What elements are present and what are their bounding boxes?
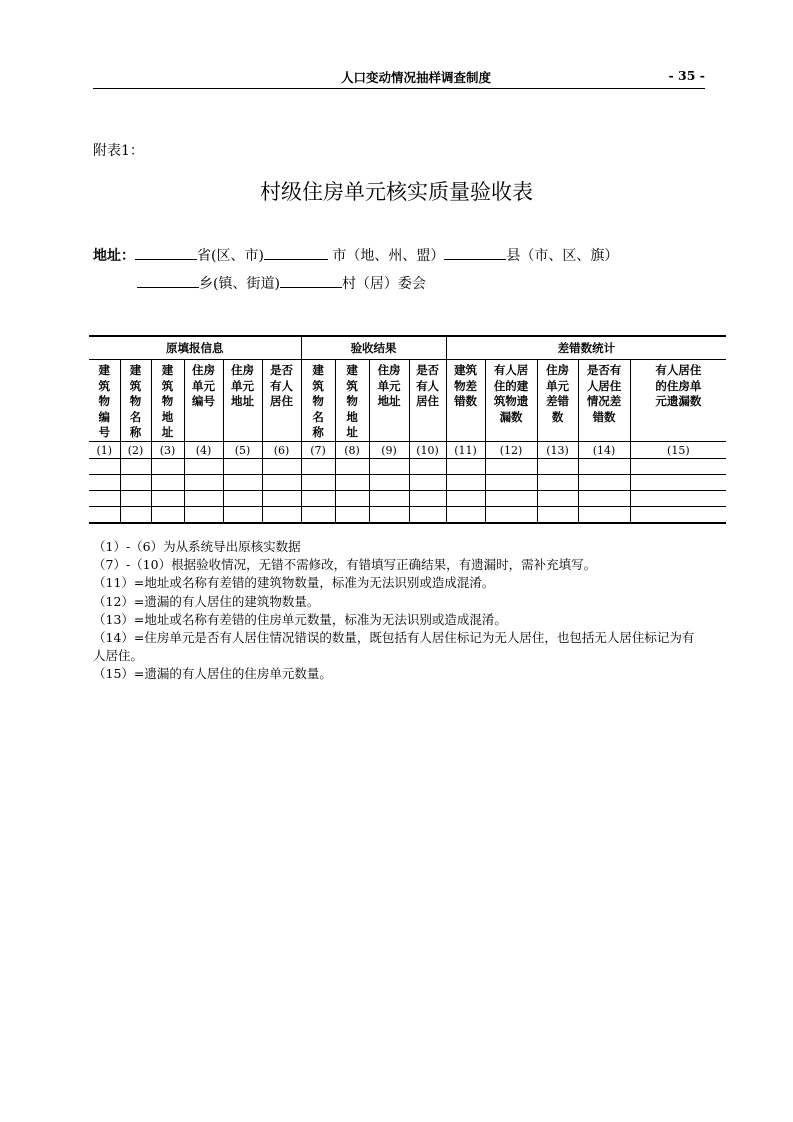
column-number: (7) — [301, 442, 335, 459]
page-number: - 35 - — [668, 68, 705, 83]
address-label: 地址： — [93, 248, 135, 264]
column-number: (10) — [409, 442, 446, 459]
column-header: 建筑 物差 错数 — [446, 360, 485, 442]
province-label: 省(区、市) — [197, 248, 264, 264]
county-blank — [444, 245, 506, 260]
column-number: (11) — [446, 442, 485, 459]
column-number: (12) — [485, 442, 537, 459]
column-header: 有人居 住的建 筑物遗 漏数 — [485, 360, 537, 442]
note-item: （7）-（10）根据验收情况，无错不需修改，有错填写正确结果，有遗漏时，需补充填写。 — [93, 557, 597, 573]
note-item: （13）=地址或名称有差错的住房单元数量，标准为无法识别或造成混淆。 — [93, 611, 507, 627]
column-header: 有人居住 的住房单 元遗漏数 — [630, 360, 726, 442]
village-label: 村（居）委会 — [341, 276, 426, 292]
table-row — [89, 459, 726, 475]
table-row — [89, 475, 726, 491]
annex-label: 附表1： — [93, 143, 144, 159]
column-header: 建 筑 物 地 址 — [335, 360, 369, 442]
table-row — [89, 507, 726, 524]
note-item: （1）-（6）为从系统导出原核实数据 — [93, 539, 301, 554]
header-divider — [93, 88, 705, 89]
group-acceptance-result: 验收结果 — [301, 336, 446, 360]
county-label: 县（市、区、旗） — [506, 248, 619, 264]
column-number: (5) — [223, 442, 262, 459]
column-header: 是否 有人 居住 — [409, 360, 446, 442]
document-title: 村级住房单元核实质量验收表 — [260, 180, 533, 204]
table-notes — [93, 538, 705, 684]
column-number: (6) — [262, 442, 301, 459]
column-number: (1) — [89, 442, 120, 459]
column-header: 住房 单元 差错 数 — [537, 360, 578, 442]
verification-table — [89, 335, 726, 524]
column-header: 建 筑 物 地 址 — [151, 360, 184, 442]
column-header: 建 筑 物 名 称 — [301, 360, 335, 442]
address-line-1 — [93, 245, 618, 265]
column-number: (3) — [151, 442, 184, 459]
township-label: 乡(镇、街道) — [199, 276, 280, 292]
column-number: (14) — [578, 442, 630, 459]
column-number: (15) — [630, 442, 726, 459]
village-blank — [280, 273, 342, 288]
column-header: 是否有 人居住 情况差 错数 — [578, 360, 630, 442]
province-blank — [135, 245, 197, 260]
note-item: （12）=遗漏的有人居住的建筑物数量。 — [93, 593, 320, 609]
city-label: 市（地、州、盟） — [327, 248, 445, 264]
note-item: （14）=住房单元是否有人居住情况错误的数量，既包括有人居住标记为无人居住，也包括无人居住标记为有人居住。 — [93, 630, 695, 664]
column-header: 是否 有人 居住 — [262, 360, 301, 442]
column-header: 住房 单元 编号 — [184, 360, 223, 442]
column-number-row — [89, 442, 726, 459]
column-number: (13) — [537, 442, 578, 459]
note-item: （15）=遗漏的有人居住的住房单元数量。 — [93, 666, 332, 682]
column-header: 建 筑 物 编 号 — [89, 360, 120, 442]
note-item: （11）=地址或名称有差错的建筑物数量，标准为无法识别或造成混淆。 — [93, 575, 495, 591]
table-row — [89, 491, 726, 507]
header-title: 人口变动情况抽样调查制度 — [341, 70, 492, 85]
column-header-row — [89, 360, 726, 442]
township-blank — [137, 273, 199, 288]
group-error-statistics: 差错数统计 — [446, 336, 726, 360]
column-number: (4) — [184, 442, 223, 459]
column-number: (2) — [120, 442, 151, 459]
group-original-info: 原填报信息 — [89, 336, 301, 360]
column-number: (8) — [335, 442, 369, 459]
column-number: (9) — [369, 442, 409, 459]
column-header: 建 筑 物 名 称 — [120, 360, 151, 442]
column-header: 住房 单元 地址 — [369, 360, 409, 442]
city-blank — [264, 245, 328, 260]
column-header: 住房 单元 地址 — [223, 360, 262, 442]
page-header — [93, 68, 705, 86]
group-header-row — [89, 336, 726, 360]
address-line-2 — [137, 273, 426, 293]
